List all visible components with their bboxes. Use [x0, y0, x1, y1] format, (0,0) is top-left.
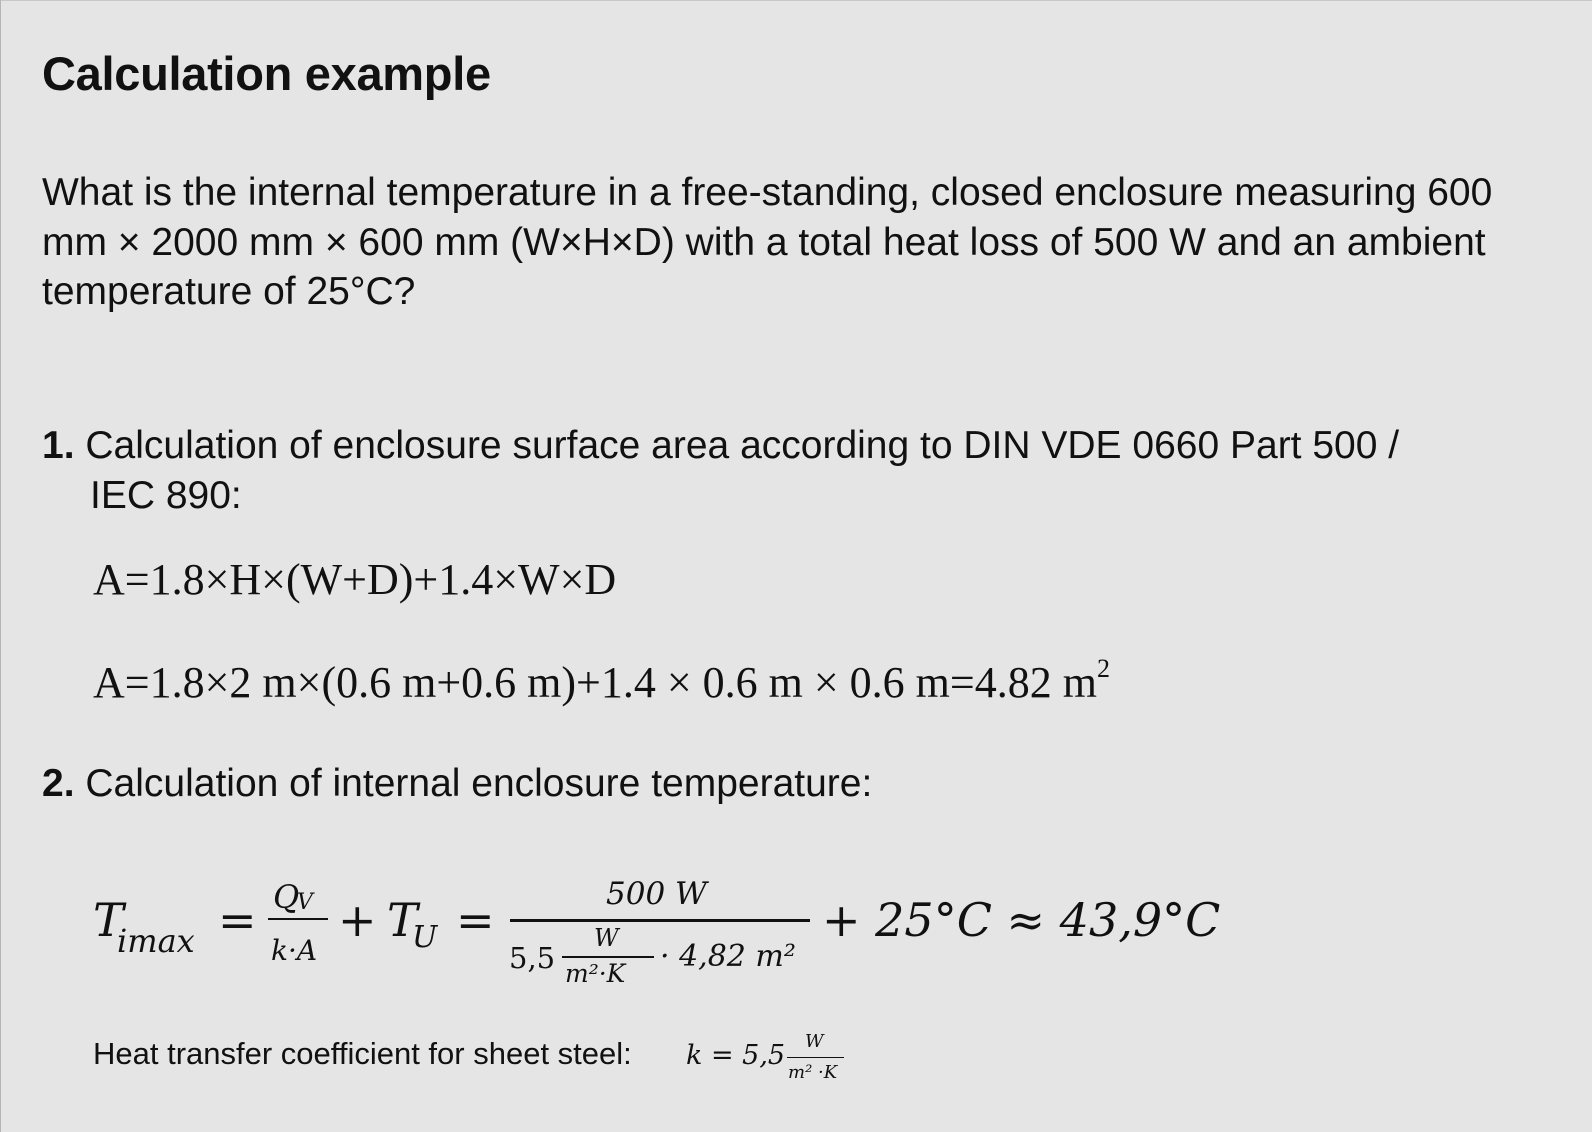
surface-area-unit-exponent: 2 [1096, 654, 1110, 683]
t-u-symbol: T [387, 893, 418, 947]
surface-area-formula: A=1.8×H×(W+D)+1.4×W×D [93, 555, 617, 604]
result-expression: + 25°C ≈ 43,9°C [822, 893, 1221, 947]
page-title: Calculation example [42, 47, 491, 100]
fraction-1-denominator: k·A [271, 934, 318, 967]
equals-sign-2: = [456, 893, 495, 947]
fraction-2-inner-numerator: W [594, 924, 619, 952]
step-1-text-line2: IEC 890: [90, 474, 242, 517]
step-1-number: 1. [42, 424, 75, 467]
heat-transfer-note-text: Heat transfer coefficient for sheet steel: [93, 1036, 632, 1071]
fraction-1-numerator: Q [273, 878, 300, 916]
step-2-number: 2. [42, 762, 75, 805]
fraction-2-inner-denominator: m²·K [565, 959, 626, 988]
page-left-border [0, 0, 1, 1132]
fraction-2-numerator: 500 W [606, 876, 707, 912]
fraction-2-inner-bar [562, 956, 654, 958]
fraction-2-denominator-coefficient: 5,5 [509, 941, 556, 975]
question-text: What is the internal temperature in a free-standing, closed enclosure measuring 600 mm × 2000 mm × 600 mm (W×H×D) with a total heat loss of 500 W and an ambient temperature of 25°C? [42, 171, 1493, 313]
k-value-expression: k = 5,5 [686, 1040, 786, 1071]
fraction-2-bar [510, 919, 810, 922]
surface-area-calculation-text: A=1.8×2 m×(0.6 m+0.6 m)+1.4 × 0.6 m × 0.6 m=4.82 m [93, 658, 1097, 707]
fraction-2-denominator-area: · 4,82 m² [660, 939, 796, 974]
k-unit-denominator: m² ·K [788, 1062, 838, 1083]
plus-sign-1: + [338, 893, 377, 947]
fraction-1-numerator-subscript: V [297, 890, 313, 915]
surface-area-calculation [93, 654, 1110, 708]
k-unit-numerator: W [805, 1031, 824, 1052]
equals-sign-1: = [218, 893, 257, 947]
step-1-text-line1: Calculation of enclosure surface area according to DIN VDE 0660 Part 500 / [85, 424, 1400, 467]
fraction-1-bar [268, 918, 328, 920]
t-imax-subscript: imax [117, 922, 195, 960]
page-top-border [0, 0, 1592, 1]
step-1 [42, 421, 1522, 521]
step-2 [42, 759, 872, 809]
t-imax-symbol: T [93, 893, 124, 947]
step-2-text: Calculation of internal enclosure temperature: [85, 762, 873, 805]
k-unit-bar [787, 1057, 844, 1058]
heat-transfer-note [93, 1036, 632, 1072]
t-u-subscript: U [412, 920, 438, 955]
